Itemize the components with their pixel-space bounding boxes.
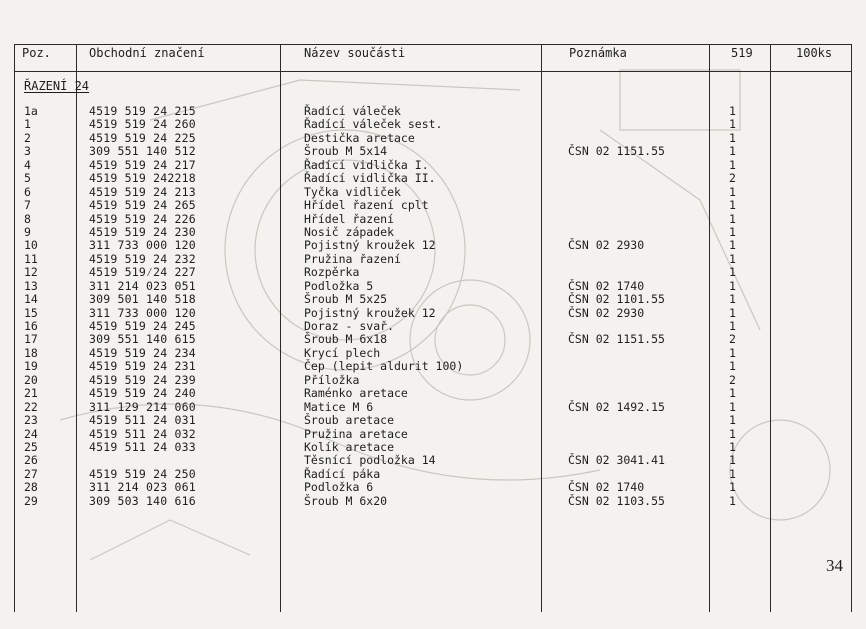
row-note: ČSN 02 1151.55 — [568, 144, 665, 159]
row-part-code: 4519 519 24 230 — [89, 224, 196, 239]
header-pieces: 100ks — [796, 46, 833, 60]
header-note: Poznámka — [569, 46, 627, 60]
row-quantity: 1 — [729, 319, 736, 333]
row-part-code: 4519 519 24 265 — [89, 198, 196, 213]
row-part-name: Šroub M 5x14 — [304, 144, 388, 159]
row-part-name: Podložka 6 — [304, 480, 374, 495]
top-rule — [14, 44, 852, 45]
row-quantity: 1 — [729, 211, 736, 226]
row-position: 16 — [24, 319, 38, 333]
row-note: ČSN 02 3041.41 — [568, 453, 665, 468]
row-position: 8 — [24, 211, 31, 226]
row-part-name: Čep (lepit aldurit 100) — [304, 359, 464, 374]
row-quantity: 1 — [729, 466, 736, 481]
page-number: 34 — [826, 556, 843, 575]
table-row — [0, 428, 866, 441]
row-part-code: 4519 519 24 215 — [89, 104, 196, 118]
row-part-name: Doraz - svař. — [304, 319, 395, 333]
row-part-name: Řadící páka — [304, 466, 381, 481]
table-row — [0, 454, 866, 467]
row-part-code: 4519 519 24 225 — [89, 130, 196, 145]
row-part-code: 311 214 023 051 — [89, 278, 196, 293]
table-row — [0, 374, 866, 387]
row-quantity: 2 — [729, 372, 736, 387]
row-note: ČSN 02 2930 — [568, 238, 645, 253]
row-position: 10 — [24, 238, 38, 253]
table-row — [0, 213, 866, 226]
table-row — [0, 186, 866, 199]
table-row — [0, 441, 866, 454]
row-quantity: 1 — [729, 198, 736, 213]
row-part-name: Pružina aretace — [304, 426, 408, 441]
table-row — [0, 118, 866, 131]
row-part-name: Tyčka vidliček — [304, 184, 401, 199]
table-row — [0, 226, 866, 239]
table-row — [0, 266, 866, 279]
row-quantity: 1 — [729, 144, 736, 159]
row-quantity: 1 — [729, 130, 736, 145]
row-position: 28 — [24, 480, 38, 495]
row-part-code: 311 129 214 060 — [89, 399, 196, 414]
row-part-code: 4519 511 24 031 — [89, 413, 196, 428]
row-note: ČSN 02 2930 — [568, 305, 645, 320]
row-part-name: Šroub aretace — [304, 413, 395, 428]
row-quantity: 1 — [729, 386, 736, 401]
row-position: 29 — [24, 493, 38, 508]
row-part-name: Matice M 6 — [304, 399, 374, 414]
row-position: 24 — [24, 426, 38, 441]
row-note: ČSN 02 1740 — [568, 278, 645, 293]
header-name: Název součásti — [304, 46, 406, 60]
row-part-name: Destička aretace — [304, 130, 415, 145]
row-quantity: 1 — [729, 345, 736, 360]
row-part-name: Řadící vidlička II. — [304, 171, 436, 186]
table-row — [0, 145, 866, 158]
row-position: 5 — [24, 171, 31, 186]
row-quantity: 1 — [729, 292, 736, 307]
row-part-name: Nosič západek — [304, 224, 395, 239]
row-part-code: 309 501 140 518 — [89, 292, 196, 307]
row-position: 13 — [24, 278, 38, 293]
row-position: 15 — [24, 305, 38, 320]
row-quantity: 1 — [729, 480, 736, 495]
row-part-code: 311 733 000 120 — [89, 305, 196, 320]
row-part-code: 4519 519 24 226 — [89, 211, 196, 226]
parts-table-body — [0, 105, 866, 508]
row-part-name: Krycí plech — [304, 345, 381, 360]
row-part-name: Hřídel řazení — [304, 211, 395, 226]
row-part-name: Kolík aretace — [304, 439, 395, 454]
section-title: ŘAZENÍ 24 — [24, 79, 90, 93]
row-quantity: 1 — [729, 117, 736, 132]
row-position: 27 — [24, 466, 38, 481]
row-part-code: 309 503 140 616 — [89, 493, 196, 508]
row-part-code: 4519 519 24 239 — [89, 372, 196, 387]
row-position: 20 — [24, 372, 38, 387]
row-part-code: 4519 519 24 217 — [89, 157, 196, 172]
row-note: ČSN 02 1151.55 — [568, 332, 665, 347]
row-part-name: Hřídel řazení cplt — [304, 198, 429, 213]
table-row — [0, 280, 866, 293]
row-part-code: 309 551 140 512 — [89, 144, 196, 159]
row-part-name: Řadící váleček — [304, 104, 401, 118]
row-part-code: 4519 519 24 260 — [89, 117, 196, 132]
table-row — [0, 360, 866, 373]
row-part-name: Raménko aretace — [304, 386, 408, 401]
table-row — [0, 387, 866, 400]
table-row — [0, 132, 866, 145]
row-quantity: 1 — [729, 104, 736, 118]
row-position: 1 — [24, 117, 31, 132]
row-part-name: Pojistný kroužek 12 — [304, 305, 436, 320]
row-position: 1a — [24, 104, 38, 118]
row-part-name: Příložka — [304, 372, 360, 387]
row-part-code: 4519 519 24 250 — [89, 466, 196, 481]
table-row — [0, 172, 866, 185]
row-quantity: 1 — [729, 493, 736, 508]
table-row — [0, 239, 866, 252]
table-row — [0, 253, 866, 266]
table-row — [0, 495, 866, 508]
row-part-code: 4519 519 24 231 — [89, 359, 196, 374]
row-part-code: 4519 519⁄24 227 — [89, 265, 196, 280]
row-position: 11 — [24, 251, 38, 266]
row-part-name: Rozpěrka — [304, 265, 360, 280]
row-position: 23 — [24, 413, 38, 428]
row-position: 7 — [24, 198, 31, 213]
row-part-code: 311 214 023 061 — [89, 480, 196, 495]
row-note: ČSN 02 1103.55 — [568, 493, 665, 508]
row-position: 2 — [24, 130, 31, 145]
row-position: 25 — [24, 439, 38, 454]
row-quantity: 1 — [729, 157, 736, 172]
row-part-code: 4519 519 24 240 — [89, 386, 196, 401]
row-part-name: Šroub M 6x20 — [304, 493, 388, 508]
row-quantity: 1 — [729, 251, 736, 266]
row-position: 6 — [24, 184, 31, 199]
row-part-name: Řadící váleček sest. — [304, 117, 443, 132]
row-part-code: 4519 511 24 032 — [89, 426, 196, 441]
table-row — [0, 401, 866, 414]
row-part-name: Šroub M 5x25 — [304, 292, 388, 307]
row-part-code: 311 733 000 120 — [89, 238, 196, 253]
row-part-code: 309 551 140 615 — [89, 332, 196, 347]
header-poz: Poz. — [22, 46, 51, 60]
row-part-name: Pružina řazení — [304, 251, 401, 266]
row-quantity: 1 — [729, 426, 736, 441]
row-note: ČSN 02 1101.55 — [568, 292, 665, 307]
row-quantity: 1 — [729, 265, 736, 280]
row-position: 26 — [24, 453, 38, 468]
row-part-code: 4519 511 24 033 — [89, 439, 196, 454]
row-quantity: 2 — [729, 171, 736, 186]
row-quantity: 1 — [729, 238, 736, 253]
table-row — [0, 468, 866, 481]
table-row — [0, 333, 866, 346]
row-part-code: 4519 519 242218 — [89, 171, 196, 186]
row-quantity: 1 — [729, 439, 736, 454]
row-quantity: 1 — [729, 413, 736, 428]
table-row — [0, 307, 866, 320]
row-part-code: 4519 519 24 213 — [89, 184, 196, 199]
row-position: 14 — [24, 292, 38, 307]
row-part-name: Šroub M 6x18 — [304, 332, 388, 347]
row-position: 18 — [24, 345, 38, 360]
row-part-code: 4519 519 24 245 — [89, 319, 196, 333]
row-position: 3 — [24, 144, 31, 159]
header-rule — [14, 71, 852, 72]
row-note: ČSN 02 1492.15 — [568, 399, 665, 414]
row-quantity: 1 — [729, 224, 736, 239]
row-quantity: 1 — [729, 305, 736, 320]
row-quantity: 1 — [729, 453, 736, 468]
header-code: Obchodní značení — [89, 46, 205, 60]
row-note: ČSN 02 1740 — [568, 480, 645, 495]
header-model: 519 — [731, 46, 753, 60]
table-row — [0, 481, 866, 494]
row-position: 17 — [24, 332, 38, 347]
row-part-name: Podložka 5 — [304, 278, 374, 293]
table-row — [0, 320, 866, 333]
row-quantity: 1 — [729, 278, 736, 293]
row-quantity: 1 — [729, 399, 736, 414]
row-part-name: Těsnící podložka 14 — [304, 453, 436, 468]
row-part-code: 4519 519 24 232 — [89, 251, 196, 266]
row-position: 22 — [24, 399, 38, 414]
row-position: 9 — [24, 224, 31, 239]
row-position: 21 — [24, 386, 38, 401]
table-row — [0, 293, 866, 306]
row-position: 4 — [24, 157, 31, 172]
row-quantity: 1 — [729, 359, 736, 374]
row-position: 19 — [24, 359, 38, 374]
row-position: 12 — [24, 265, 38, 280]
row-part-name: Řadící vidlička I. — [304, 157, 429, 172]
row-quantity: 1 — [729, 184, 736, 199]
row-quantity: 2 — [729, 332, 736, 347]
row-part-name: Pojistný kroužek 12 — [304, 238, 436, 253]
table-row — [0, 199, 866, 212]
row-part-code: 4519 519 24 234 — [89, 345, 196, 360]
table-row — [0, 414, 866, 427]
